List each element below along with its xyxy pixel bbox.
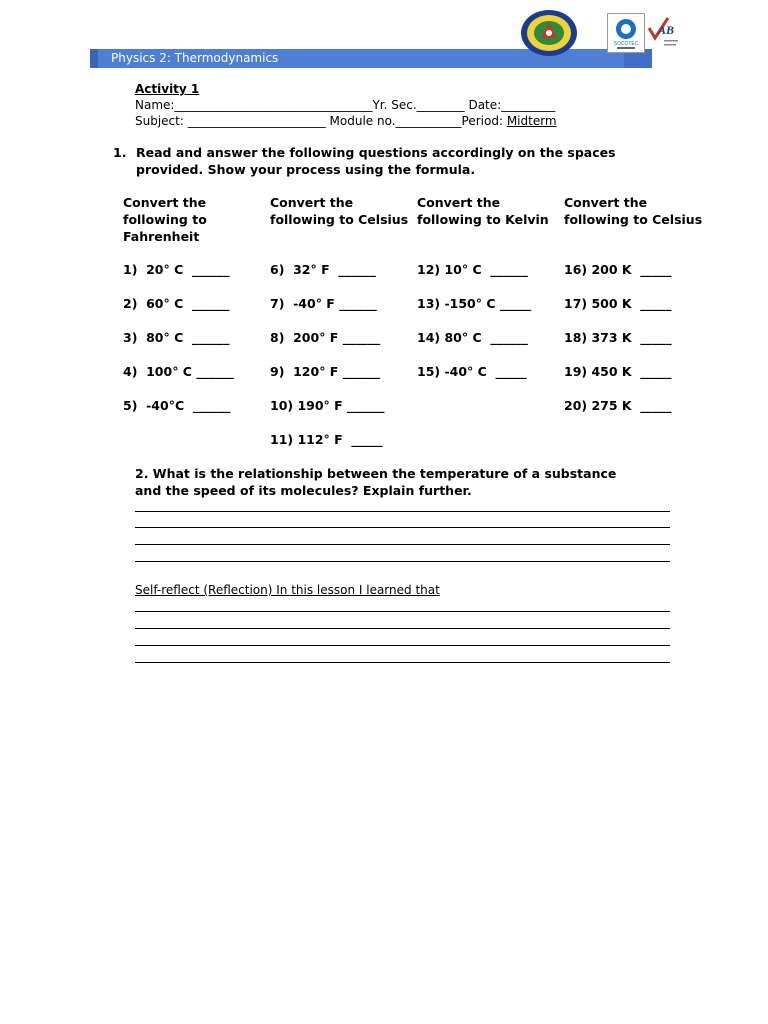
conversion-item: 11) 112° F _____ bbox=[270, 432, 383, 447]
university-seal-logo bbox=[519, 8, 579, 58]
conversion-item: 16) 200 K _____ bbox=[564, 262, 672, 277]
answer-line bbox=[135, 561, 670, 562]
conversion-item: 17) 500 K _____ bbox=[564, 296, 672, 311]
reflection-line bbox=[135, 662, 670, 663]
conversion-item: 9) 120° F ______ bbox=[270, 364, 381, 379]
conversion-item: 19) 450 K _____ bbox=[564, 364, 672, 379]
question-2-text-line2: and the speed of its molecules? Explain further. bbox=[135, 483, 472, 498]
question-2-text-line1: 2. What is the relationship between the temperature of a substance bbox=[135, 466, 617, 481]
answer-line bbox=[135, 511, 670, 512]
answer-line bbox=[135, 527, 670, 528]
answer-line bbox=[135, 544, 670, 545]
course-title: Physics 2: Thermodynamics bbox=[111, 51, 279, 65]
conversion-item: 3) 80° C ______ bbox=[123, 330, 230, 345]
column-heading-kelvin: Convert the following to Kelvin bbox=[417, 195, 549, 227]
conversion-item: 2) 60° C ______ bbox=[123, 296, 230, 311]
conversion-item: 12) 10° C ______ bbox=[417, 262, 528, 277]
ab-logo-text: AB bbox=[658, 23, 675, 37]
question-1-text-line2: provided. Show your process using the formula. bbox=[136, 162, 476, 177]
question-1-number: 1. bbox=[113, 145, 127, 160]
conversion-item: 15) -40° C _____ bbox=[417, 364, 527, 379]
ab-accreditation-logo bbox=[646, 14, 680, 50]
conversion-item: 1) 20° C ______ bbox=[123, 262, 230, 277]
socotec-logo-text: SOCOTEC bbox=[613, 41, 639, 47]
conversion-item: 13) -150° C _____ bbox=[417, 296, 532, 311]
column-heading-fahrenheit: Convert the following to Fahrenheit bbox=[123, 195, 207, 244]
reflection-prompt: Self-reflect (Reflection) In this lesson I learned that bbox=[135, 583, 440, 597]
question-1-text-line1: Read and answer the following questions accordingly on the spaces bbox=[136, 145, 616, 160]
conversion-item: 20) 275 K _____ bbox=[564, 398, 672, 413]
conversion-item: 7) -40° F ______ bbox=[270, 296, 377, 311]
banner-accent-left bbox=[90, 49, 98, 68]
subject-line bbox=[135, 113, 557, 129]
reflection-line bbox=[135, 611, 670, 612]
column-heading-celsius-from-k: Convert the following to Celsius bbox=[564, 195, 703, 227]
conversion-item: 8) 200° F ______ bbox=[270, 330, 381, 345]
conversion-item: 4) 100° C ______ bbox=[123, 364, 234, 379]
conversion-item: 6) 32° F ______ bbox=[270, 262, 376, 277]
conversion-item: 10) 190° F ______ bbox=[270, 398, 385, 413]
socotec-certification-logo bbox=[607, 13, 645, 53]
conversion-item: 14) 80° C ______ bbox=[417, 330, 528, 345]
column-heading-celsius-from-f: Convert the following to Celsius bbox=[270, 195, 409, 227]
name-line: Name:_________________________________Yr. Sec.________ Date:_________ bbox=[135, 98, 556, 112]
activity-title: Activity 1 bbox=[135, 82, 200, 96]
conversion-item: 18) 373 K _____ bbox=[564, 330, 672, 345]
subject-line-text: Subject: _______________________ Module no.___________Period: bbox=[135, 114, 507, 128]
reflection-line bbox=[135, 628, 670, 629]
reflection-line bbox=[135, 645, 670, 646]
period-value: Midterm bbox=[506, 114, 557, 128]
conversion-item: 5) -40°C ______ bbox=[123, 398, 231, 413]
